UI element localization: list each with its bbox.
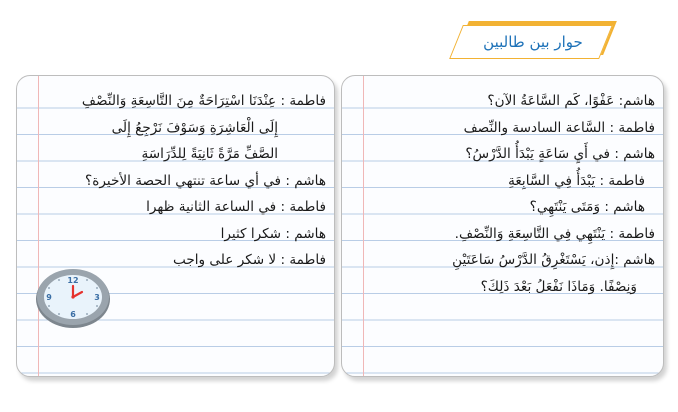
dialogue-line: فاطمة : لا شكر على واجب [173, 252, 326, 268]
clock-center [71, 295, 74, 298]
clock-numeral-9: 9 [46, 293, 52, 302]
clock-icon [34, 266, 112, 330]
dialogue-line: فاطمة : يَبْدَأُ فِي السَّابِعَةِ [508, 172, 645, 189]
dialogue-card-left [16, 75, 335, 377]
dialogue-line: الصَّفِّ مَرَّةً ثَانِيَةً لِلدِّرَاسَةِ [141, 146, 278, 162]
dialogue-line: هاشم : في أي ساعة تنتهي الحصة الأخيرة؟ [85, 172, 326, 189]
dialogue-line: هاشم: عَفْوًا، كَم السَّاعَةُ الآن؟ [487, 93, 655, 109]
dialogue-line: فاطمة : السَّاعة السادسة والنِّصف [463, 119, 655, 136]
dialogue-line: هاشم : في أَيِ سَاعَةٍ يَبْدَأُ الدَّرْسُ؟ [465, 146, 655, 162]
clock-numeral-3: 3 [94, 293, 100, 302]
dialogue-lines-left [43, 88, 326, 274]
dialogue-line: هاشم : وَمَتَى يَنْتَهِي؟ [529, 199, 645, 215]
clock-numeral-6: 6 [70, 310, 76, 319]
dialogue-card-right [341, 75, 664, 377]
clock-numeral-12: 12 [67, 276, 79, 285]
dialogue-line: فاطمة : عِنْدَنَا اسْتِرَاحَةٌ مِنَ التَّاسِعَةِ وَالنِّصْفِ [81, 93, 326, 109]
page-title: حوار بين طالبين [483, 33, 583, 51]
dialogue-lines-right [368, 88, 655, 300]
dialogue-line: هاشم : شكرا كثيرا [220, 225, 326, 242]
dialogue-line: فاطمة : يَنْتَهِي فِي التَّاسِعَةِ وَالنِّصْفِ. [454, 225, 655, 242]
dialogue-line: فاطمة : في الساعة الثانية ظهرا [146, 199, 326, 215]
title-banner [448, 17, 618, 61]
dialogue-line: هاشم :إِذن، يَسْتَغْرِقُ الدَّرْسُ سَاعَتَيْنِ [452, 252, 655, 268]
dialogue-line: إِلَى الْعَاشِرَةِ وَسَوْفَ نَرْجِعُ إِلَى [111, 119, 278, 136]
dialogue-line: وَنِصْفًا. وَمَاذَا نَفْعَلُ بَعْدَ ذَلِكَ؟ [480, 278, 637, 295]
